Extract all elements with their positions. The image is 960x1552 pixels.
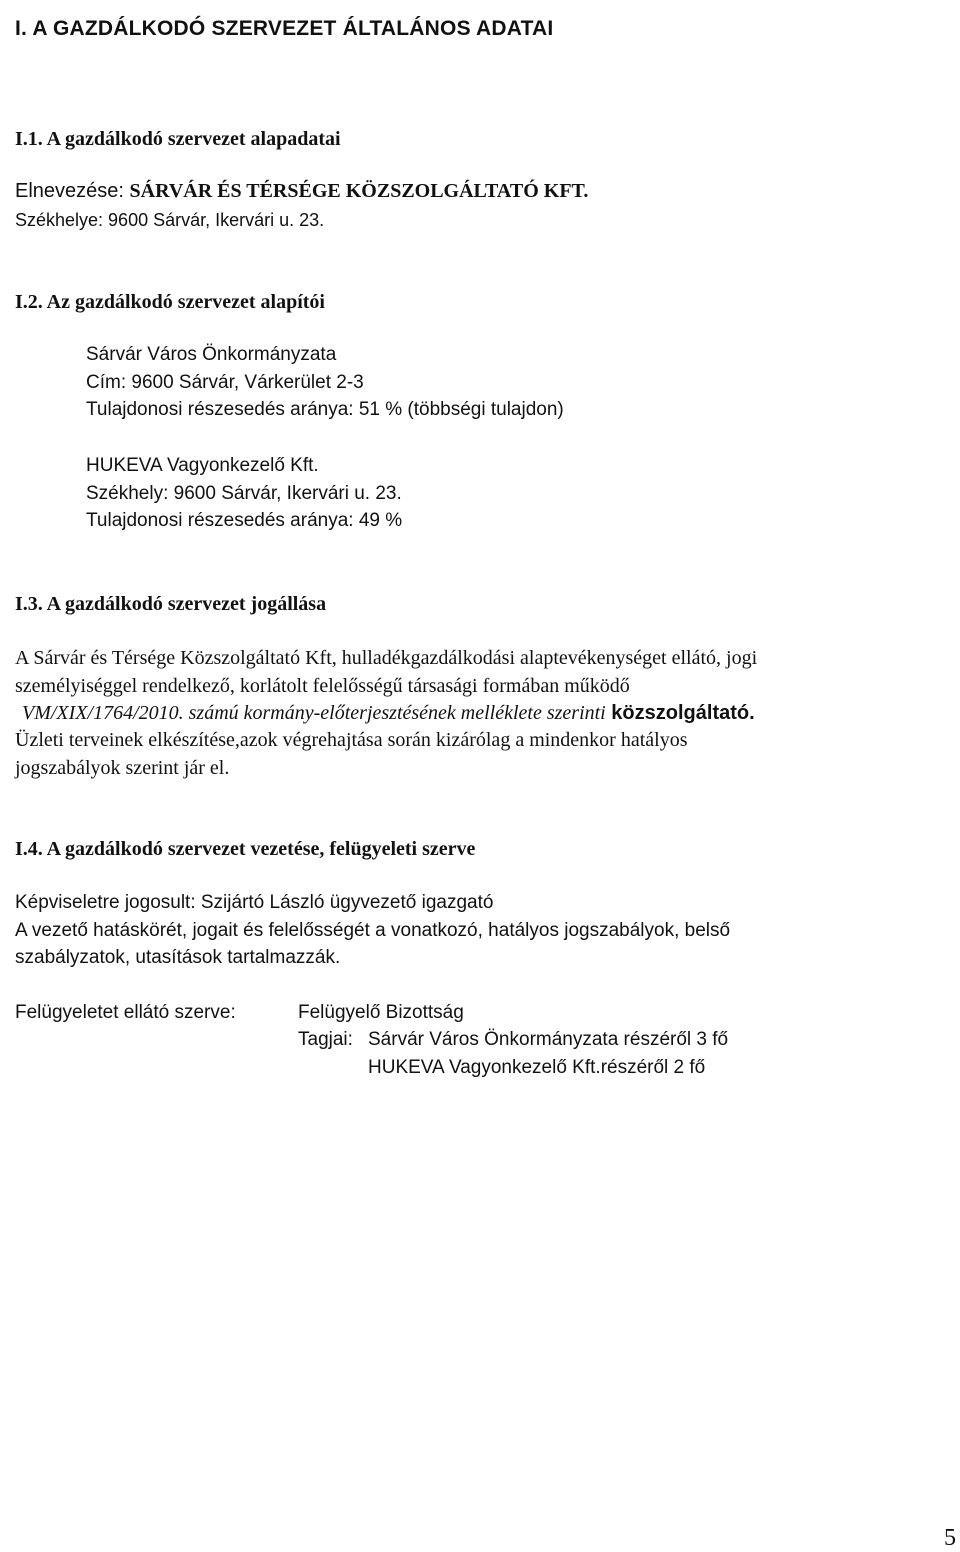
supervisor-label: Felügyeletet ellátó szerve: [15, 1002, 236, 1023]
legal-status-line-5: jogszabályok szerint jár el. [15, 757, 230, 779]
legal-status-line-1: A Sárvár és Térsége Közszolgáltató Kft, hulladékgazdálkodási alaptevékenységet ellátó, jogi [15, 647, 758, 669]
management-line-2: A vezető hatáskörét, jogait és felelősségét a vonatkozó, hatályos jogszabályok, belső [15, 920, 731, 941]
company-name-label: Elnevezése: [15, 180, 130, 202]
company-name-line [15, 178, 588, 204]
founder-2-share: Tulajdonosi részesedés aránya: 49 % [86, 510, 403, 531]
legal-status-line-3 [22, 700, 755, 726]
page-number: 5 [944, 1525, 956, 1551]
section-1-heading: I.1. A gazdálkodó szervezet alapadatai [15, 128, 341, 150]
document-title: I. A GAZDÁLKODÓ SZERVEZET ÁLTALÁNOS ADATAI [15, 17, 554, 40]
government-reference: VM/XIX/1764/2010. számú kormány-előterjesztésének melléklete szerinti [22, 702, 606, 724]
section-3-heading: I.3. A gazdálkodó szervezet jogállása [15, 593, 327, 615]
members-label: Tagjai: [298, 1029, 353, 1050]
legal-status-line-2: személyiséggel rendelkező, korlátolt felelősségű társasági formában működő [15, 675, 630, 697]
founder-1-share: Tulajdonosi részesedés aránya: 51 % (többségi tulajdon) [86, 399, 564, 420]
section-2-heading: I.2. Az gazdálkodó szervezet alapítói [15, 291, 325, 313]
member-2: HUKEVA Vagyonkezelő Kft.részéről 2 fő [368, 1057, 706, 1078]
member-1: Sárvár Város Önkormányzata részéről 3 fő [368, 1029, 729, 1050]
company-name-value: SÁRVÁR ÉS TÉRSÉGE KÖZSZOLGÁLTATÓ KFT. [129, 180, 589, 202]
company-seat: Székhelye: 9600 Sárvár, Ikervári u. 23. [15, 210, 325, 230]
founder-1-address: Cím: 9600 Sárvár, Várkerület 2-3 [86, 372, 364, 393]
founder-2-name: HUKEVA Vagyonkezelő Kft. [86, 455, 319, 476]
legal-status-line-4: Üzleti terveinek elkészítése,azok végrehajtása során kizárólag a mindenkor hatályos [15, 729, 688, 751]
founder-1-name: Sárvár Város Önkormányzata [86, 344, 337, 365]
supervisor-value: Felügyelő Bizottság [298, 1002, 464, 1023]
public-service-label: közszolgáltató. [605, 702, 755, 724]
founder-2-address: Székhely: 9600 Sárvár, Ikervári u. 23. [86, 483, 402, 504]
management-line-3: szabályzatok, utasítások tartalmazzák. [15, 947, 341, 968]
section-4-heading: I.4. A gazdálkodó szervezet vezetése, felügyeleti szerve [15, 838, 476, 860]
representative-line: Képviseletre jogosult: Szijártó László ügyvezető igazgató [15, 892, 494, 913]
